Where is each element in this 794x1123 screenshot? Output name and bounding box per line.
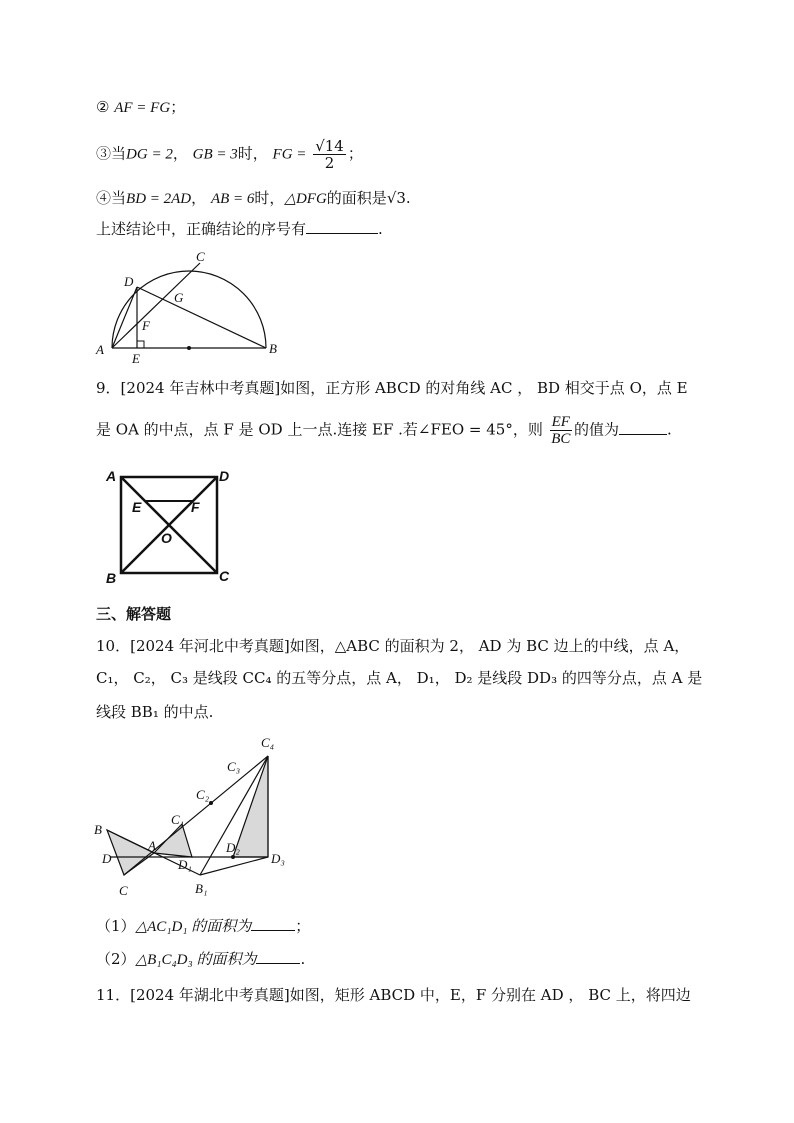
label-F: F: [191, 499, 200, 515]
text: 上述结论中，正确结论的序号有: [96, 220, 307, 238]
label-C: C: [219, 568, 230, 584]
label-C: C: [196, 250, 205, 264]
q9-line-2: [96, 414, 672, 447]
vector-expression: BD = 2AD: [126, 191, 192, 207]
answer-blank[interactable]: [256, 949, 300, 964]
q9-figure: [100, 463, 240, 588]
label-C: C: [119, 883, 128, 898]
label-B: B: [269, 341, 277, 356]
punctuation: .: [378, 220, 383, 238]
label-A: A: [148, 838, 156, 853]
text: 是 OA 的中点，点 F 是 OD 上一点.连接 EF .若∠FEO = 45°，则: [96, 420, 543, 439]
q10-figure: [88, 733, 298, 903]
item-number: ④: [96, 189, 112, 207]
q10-sub-2: [96, 949, 305, 970]
fraction: [313, 138, 346, 171]
segment-B1D3: [200, 857, 268, 875]
q11-line-1: 11．[2024 年湖北中考真题]如图，矩形 ABCD 中，E，F 分别在 AD ， BC 上，将四边: [96, 986, 691, 1004]
answer-blank[interactable]: [306, 219, 378, 234]
item-number: ③: [96, 144, 112, 163]
label-D: D: [219, 468, 230, 484]
sub-label: （2）: [96, 950, 136, 968]
label-F: F: [142, 318, 150, 333]
q8-summary: [96, 219, 383, 239]
text: 的面积是: [326, 189, 387, 207]
label-D: D: [124, 274, 134, 289]
label-A: A: [96, 342, 104, 357]
text: 时，: [237, 144, 268, 163]
math-expression: FG =: [272, 146, 307, 163]
chord-AD: [112, 287, 137, 348]
text: ，: [172, 144, 188, 163]
math-expression: AF = FG: [114, 100, 171, 116]
label-A: A: [106, 468, 117, 484]
label-D2: D₂: [226, 840, 240, 855]
label-C4: C₄: [261, 735, 275, 750]
center-point: [187, 346, 191, 350]
punctuation: ；: [295, 917, 311, 935]
text: 当: [111, 144, 127, 163]
text: △AC₁D₁ 的面积为: [135, 919, 252, 935]
math-expression: GB = 3: [192, 146, 238, 163]
math-expression: DG = 2: [126, 146, 173, 163]
punctuation: ；: [170, 98, 186, 116]
punctuation: .: [405, 189, 411, 207]
q8-item-2: [96, 97, 185, 118]
label-B: B: [106, 570, 117, 586]
label-C1: C₁: [171, 812, 185, 827]
label-E: E: [132, 351, 140, 365]
fraction-denominator: BC: [551, 431, 571, 447]
label-O: O: [161, 530, 172, 546]
text: △B₁C₄D₃ 的面积为: [135, 952, 257, 968]
answer-blank[interactable]: [619, 420, 667, 435]
answer-blank[interactable]: [251, 916, 295, 931]
q10-line-3: 线段 BB₁ 的中点.: [96, 703, 214, 721]
label-C2: C₂: [196, 787, 210, 802]
q10-line-1: 10．[2024 年河北中考真题]如图，△ABC 的面积为 2， AD 为 BC 边上的中线，点 A，: [96, 637, 690, 655]
fraction: [550, 414, 572, 447]
label-B: B: [94, 822, 102, 837]
q8-figure: [90, 250, 290, 365]
text: ，: [191, 189, 207, 207]
punctuation: .: [666, 420, 672, 439]
point-D2: [231, 855, 235, 859]
label-D: D: [102, 851, 112, 866]
item-number: ②: [96, 98, 110, 116]
math-expression: √3: [386, 189, 406, 207]
section-heading: 三、解答题: [96, 605, 172, 623]
sub-label: （1）: [96, 917, 136, 935]
math-expression: AB = 6: [210, 191, 255, 207]
text: 当: [111, 189, 127, 207]
label-E: E: [132, 499, 142, 515]
triangle-ABC-shaded: [107, 830, 154, 875]
text: 的值为: [573, 420, 619, 439]
fraction-numerator: √14: [315, 137, 344, 155]
right-angle-mark: [137, 341, 144, 348]
triangle-AC1D1-shaded: [154, 824, 192, 857]
punctuation: .: [300, 950, 306, 968]
label-C3: C₃: [227, 759, 241, 774]
label-D3: D₃: [271, 851, 285, 866]
q8-item-3: [96, 138, 363, 171]
label-G: G: [174, 290, 184, 305]
q8-item-4: [96, 188, 411, 209]
q10-sub-1: [96, 916, 310, 937]
q10-line-2: C₁， C₂， C₃ 是线段 CC₄ 的五等分点，点 A， D₁， D₂ 是线段 DD₃ 的四等分点，点 A 是: [96, 669, 703, 687]
fraction-denominator: 2: [324, 154, 335, 172]
label-D1: D₁: [178, 857, 192, 872]
text: 时，: [254, 189, 285, 207]
punctuation: ；: [347, 144, 363, 163]
point-C2: [209, 801, 213, 805]
math-expression: △DFG: [284, 191, 327, 207]
fraction-numerator: EF: [551, 414, 570, 430]
label-B1: B₁: [195, 881, 208, 896]
q9-line-1: 9．[2024 年吉林中考真题]如图，正方形 ABCD 的对角线 AC ， BD 相交于点 O，点 E: [96, 379, 688, 397]
